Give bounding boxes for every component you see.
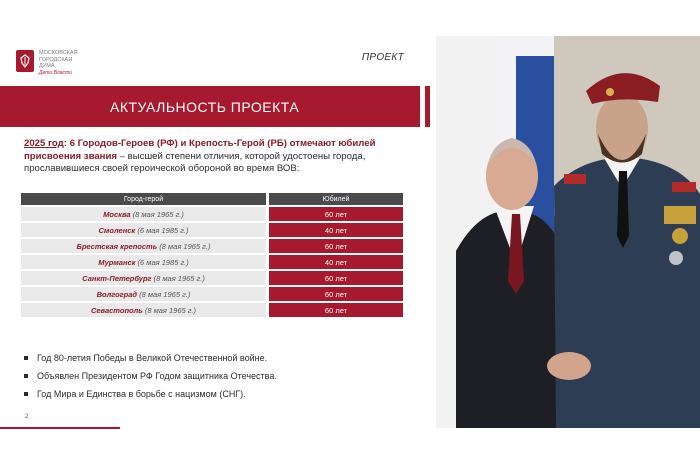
footer-divider	[0, 427, 120, 429]
jubilee-cell: 60 лет	[269, 287, 403, 301]
city-date: (6 мая 1985 г.)	[137, 225, 189, 235]
slide-title: АКТУАЛЬНОСТЬ ПРОЕКТА	[110, 99, 300, 115]
banner-accent	[425, 86, 430, 127]
city-name: Мурманск	[98, 257, 136, 267]
city-cell	[21, 271, 269, 285]
table-row	[21, 287, 403, 301]
bullet-list	[24, 349, 277, 403]
table-row	[21, 255, 403, 269]
draft-label: ПРОЕКТ	[361, 52, 404, 63]
presentation-slide	[0, 36, 432, 428]
city-name: Волгоград	[96, 289, 138, 299]
table-row	[21, 303, 403, 317]
page-number: 2	[25, 414, 29, 420]
jubilee-cell: 40 лет	[269, 255, 403, 269]
jubilee-cell: 60 лет	[269, 303, 403, 317]
logo-line-1: МОСКОВСКАЯ	[39, 50, 78, 56]
city-date: (8 мая 1965 г.)	[153, 273, 205, 283]
city-name: Брестская крепость	[76, 241, 158, 251]
city-name: Севастополь	[90, 305, 143, 315]
table-row	[21, 223, 403, 237]
city-date: (8 мая 1965 г.)	[139, 289, 191, 299]
city-cell	[21, 287, 269, 301]
intro-highlight: присвоения звания	[24, 150, 117, 162]
city-cell	[21, 223, 269, 237]
intro-text-1: : 6 Городов-Героев (РФ) и Крепость-Герой (РБ) отмечают юбилей	[63, 138, 376, 149]
table-header-row	[21, 193, 403, 205]
bullet-icon	[24, 374, 28, 378]
bullet-text: Год Мира и Единства в борьбе с нацизмом (СНГ).	[37, 389, 246, 399]
hero-cities-table	[21, 191, 403, 319]
city-date: (8 мая 1965 г.)	[144, 305, 197, 315]
city-date: (6 мая 1985 г.)	[137, 257, 189, 267]
table-row	[21, 239, 403, 253]
city-date: (8 мая 1965 г.)	[159, 241, 211, 251]
jubilee-cell: 60 лет	[269, 271, 403, 285]
logo-line-2: ГОРОДСКАЯ	[39, 56, 73, 63]
bullet-text: Год 80-летия Победы в Великой Отечественной войне.	[37, 353, 268, 363]
city-cell	[21, 239, 269, 253]
list-item	[24, 349, 277, 367]
photo-illustration	[436, 36, 700, 428]
city-name: Санкт-Петербург	[82, 273, 152, 283]
city-date: (8 мая 1965 г.)	[132, 209, 184, 219]
list-item	[24, 367, 277, 385]
city-cell	[21, 255, 269, 269]
intro-year: 2025 год	[24, 138, 64, 149]
intro-paragraph	[24, 138, 409, 176]
bullet-icon	[24, 392, 28, 396]
intro-text-2: – высшей степени отличия, которой удостоены города, прославившиеся своей героической обороной во время ВОВ:	[24, 150, 366, 174]
column-header-city: Город-герой	[21, 193, 269, 205]
jubilee-cell: 60 лет	[269, 207, 403, 221]
duma-emblem-icon	[16, 50, 34, 72]
city-name: Москва	[103, 209, 131, 219]
logo-line-3: ДУМА	[39, 63, 55, 69]
city-cell	[21, 207, 269, 221]
list-item	[24, 385, 277, 403]
bullet-icon	[24, 356, 28, 360]
column-header-jubilee: Юбилей	[269, 193, 403, 205]
logo-subtitle: Дети Власти	[39, 69, 72, 76]
city-name: Смоленск	[98, 225, 136, 235]
ceremony-photo	[436, 36, 700, 428]
jubilee-cell: 60 лет	[269, 239, 403, 253]
city-cell	[21, 303, 269, 317]
table-row	[21, 207, 403, 221]
table-row	[21, 271, 403, 285]
jubilee-cell: 40 лет	[269, 223, 403, 237]
bullet-text: Объявлен Президентом РФ Годом защитника Отечества.	[37, 371, 277, 381]
duma-logo	[16, 50, 78, 76]
title-banner	[0, 86, 420, 127]
